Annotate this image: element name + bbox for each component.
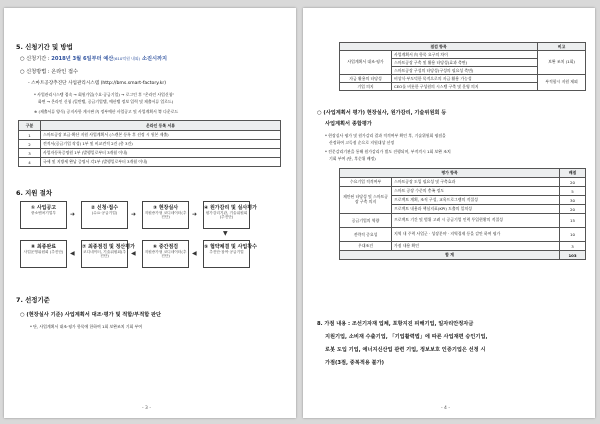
right-page [303,8,595,418]
arrow-left-icon: ◀ [192,250,197,257]
step-3-head: ③ 현장실사 [152,205,179,211]
score-group: 우대조건 [340,242,392,251]
docs-header-docs: 온라인 등록 서류 [41,121,281,131]
sec6-title: 6. 지원 절차 [16,189,53,197]
step-4-head: ④ 원가감리 및 실사평가 [204,205,257,211]
arrow-right-icon: ➜ [192,211,198,218]
step-7-box [81,240,135,268]
period-line [20,55,167,62]
eval-note-1: 보완 조치 (1회) [538,51,586,75]
step-5-box [203,240,257,268]
score-total-label: 합 계 [340,251,560,260]
eval-table [339,42,586,91]
score-group: 공급기업의 역량 [340,214,392,228]
docs-row-num: 3 [19,149,41,158]
step-3-box [142,201,189,229]
score-item: 프로젝트 내용과 핵심지표(KPI) 도출의 일치성 [392,205,560,214]
sec7-note: * 단, 사업계획서 대조·평가 항목에 한하여 1회 보완조치 기회 부여 [30,324,142,329]
note1a: * 사업관리시스템 접속 → 회원가입(수요·공급기업) → 로그인 후 "온라인 사업신청" [34,92,175,97]
left-page [4,8,296,418]
sec5-title: 5. 신청기간 및 방법 [16,43,73,51]
score-header-points: 배점 [560,169,586,178]
para2-note2b: 기회 부여 (단, 후순위 배정) [329,156,376,161]
eval-item: 사업계획서 內 항목 요구의 차이 [392,51,538,59]
score-value: 10 [560,228,586,242]
score-item: 스마트 공장 수준의 충족 정도 [392,187,560,196]
page-number-left: - 3 - [142,406,151,411]
docs-row-text: 견적서(공급기업 작성) 1부 및 비교견적 2건 (총 3건) [41,140,281,149]
arrow-right-icon: ➜ [70,211,76,218]
docs-row-text: 사업자등록증명원 1부 (발행일로부터 3개월 이내) [41,149,281,158]
step-2-head: ② 신청·접수 [90,205,119,211]
eval-header-items: 점검 항목 [340,43,538,51]
step-4-box [203,201,257,229]
arrow-left-icon: ◀ [131,250,136,257]
sec8-line4: 가점(3점, 중복적용 불가) [325,360,385,366]
note1b: 화면 → 온라인 신청 (일반탭, 공급기업탭, 예산탭 정보 입력 및 제출서류 업로드) [38,99,174,104]
eval-group-1: 사업계획서 대조·평가 [340,51,392,75]
arrow-down-icon: ▼ [223,230,228,237]
step-8-box [20,240,67,268]
docs-row-num: 4 [19,158,41,167]
step-1-sub: 중소벤처기업부 [31,211,56,215]
score-item: 가점 내용 확인 [392,242,560,251]
eval-note-2: 부적합시 지원 제외 [538,75,586,91]
step-7-sub: 코디네이터, 기술위원회(추진단) [83,250,126,259]
eval-item: 스마트공장 구성의 타당성(구성의 필요성 측면) [392,67,538,75]
sec7-line1 [20,311,161,318]
step-2-sub: (수요·공급기업) [91,211,118,215]
step-8-sub: 사업운영위원회 (추진단) [23,250,64,254]
step-6-box [142,240,189,268]
sec8-line3: 로봇 도입 기업, 에너지신산업 관련 기업, 정보보호 인증기업은 선정 시 [325,347,486,353]
step-5-sub: 추진단·참여·공급기업 [209,250,244,254]
system-line: - 스마트공장추진단 사업관리시스템 (http://bms.smart-factory.kr) [28,81,167,86]
sec7-title: 7. 선정기준 [16,296,50,304]
note2: ※ (제출서류 양식) 공지사항 게시판 內 정부예산 사업공고 및 사업계획서 等 다운로드 [34,109,179,114]
method-line: ○ 신청방법 : 온라인 접수 [20,69,78,75]
score-value: 5 [560,187,586,196]
docs-row-num: 1 [19,131,41,140]
para2-title-1: ○ (사업계획서 평가) 현장실사, 원가감리, 기술위원회 등 [317,110,447,116]
sec8-line1: 8. 가점 내용 : 조선기자재 업체, 포항지진 피해기업, 일자리안정자금 [317,321,474,327]
sec8-line2: 지원기업, 소비재 수출기업, 「기업활력법」에 따른 사업재편 승인기업, [325,334,488,340]
score-value: 20 [560,205,586,214]
step-7-head: ⑦ 최종점검 및 정산평가 [82,244,135,250]
sec7-line1-text: (현장실사 기준) 사업계획서 대조·평가 및 적합/부적합 판단 [26,312,162,318]
step-1-head: ① 사업공고 [30,205,57,211]
eval-group-2: 자금 활용의 타당성 [340,75,392,83]
eval-header-note: 비고 [538,43,586,51]
para2-note1b: 산정하여 고득점 순으로 지원대상 선정 [329,140,395,145]
step-2-box [81,201,128,229]
score-value: 30 [560,196,586,205]
score-item: 지역 내 주력 사업군 · 성장분야 · 지역경제 등을 감안 하여 평가 [392,228,560,242]
step-8-head: ⑧ 최종완료 [30,244,57,250]
score-header-items: 평가 항목 [340,169,560,178]
score-item: 프로젝트 계획, 조직 구성, 교육프로그램의 적절성 [392,196,560,205]
step-4-sub: 원가감리기관, 기술위원회(추진단) [205,211,248,220]
score-value: 3 [560,242,586,251]
step-5-head: ⑤ 협약체결 및 사업착수 [204,244,257,250]
score-group: 제안된 타당성 및 스마트공장 구축 의지 [340,187,392,214]
docs-row-text: 스마트공장 보급·확산 지원 사업계획서 (스캔본 등록 후 선정 시 원본 제출) [41,131,281,140]
step-6-sub: 지원증가형 코디네이터(추진단) [144,250,187,259]
score-total-value: 103 [560,251,586,260]
eval-item: 비상식·부도덕한 목적으로의 자금 활용 가능성 [392,75,538,83]
score-table [339,168,586,260]
score-group: 수요기업 적격여부 [340,178,392,187]
score-item: 프로젝트 기간 및 범위 고려 시 공급기업 인력 투입현황의 적절성 [392,214,560,228]
period-small: (610억원 내외) [113,56,141,61]
docs-table [18,120,281,167]
page-number-right: - 4 - [441,406,450,411]
docs-header-type: 구분 [19,121,41,131]
score-value: 20 [560,178,586,187]
para2-title-2: 사업계획서 종합평가 [325,121,372,127]
docs-row-text: 국세 및 지방세 완납 증명서 각1부 (발행일로부터 3개월 이내) [41,158,281,167]
step-1-box [20,201,67,229]
eval-item: 스마트공장 구축 및 활용 타당성(효과 측면) [392,59,538,67]
docs-row-num: 2 [19,140,41,149]
sec7-bullet: ○ [20,312,27,318]
step-3-sub: 지원증가형 코디네이터(추진단) [144,211,187,220]
arrow-left-icon: ◀ [70,250,75,257]
period-suffix: 소진시까지 [140,56,168,62]
step-6-head: ⑥ 중간점검 [152,244,179,250]
eval-group-3: 기업 의지 [340,83,392,91]
arrow-right-icon: ➜ [131,211,137,218]
eval-item: CEO를 비롯한 구성원의 시스템 구축 및 운영 의지 [392,83,538,91]
score-value: 15 [560,214,586,228]
period-value: 2018년 3월 6일부터 예산 [51,56,114,62]
para2-note1a: * 현장실사 평가 및 원가감리 결과 적격여부 확인 후, 기술위원회 평점을 [325,133,446,138]
para2-note2a: * 전문감리기관을 통해 원가감리가 별도 진행되며, 부적격시 1회 보완 조치 [325,149,451,154]
period-prefix: ○ 신청기간 : [20,56,52,62]
score-group: 전략적 중요성 [340,228,392,242]
score-item: 스마트공장 도입 필요성 및 구축효과 [392,178,560,187]
